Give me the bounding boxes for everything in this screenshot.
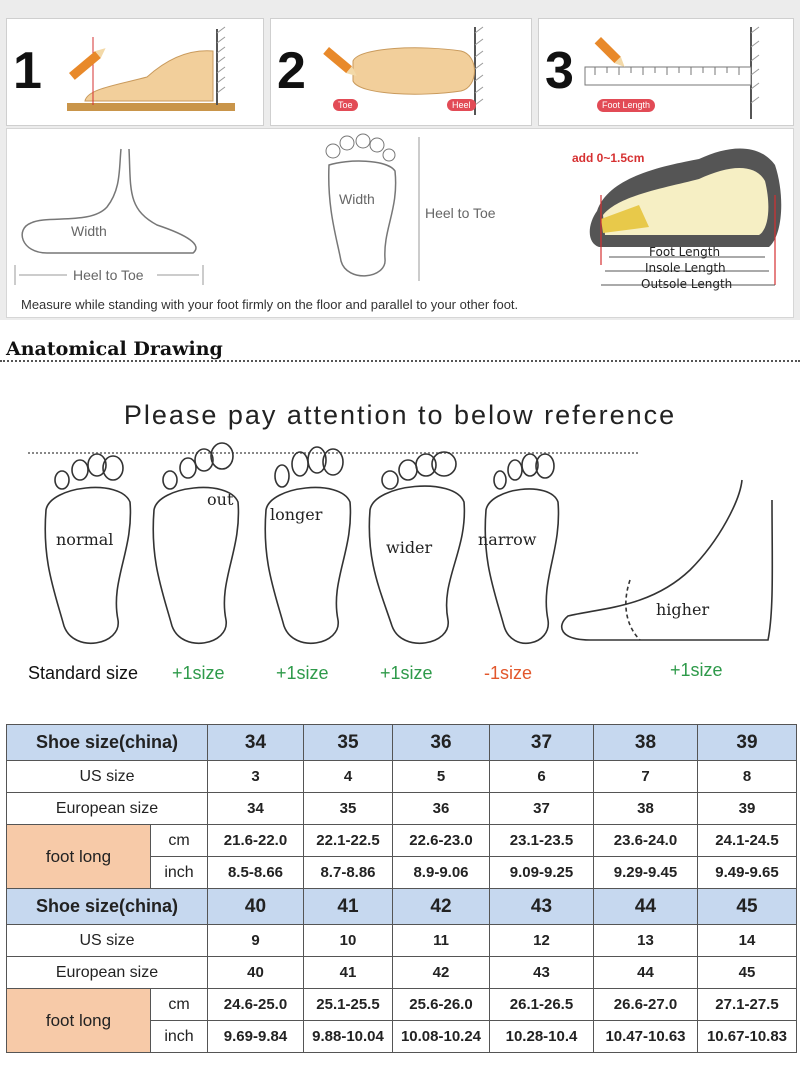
size-chart-table bbox=[6, 724, 797, 1053]
inch-cell: 10.08-10.24 bbox=[393, 1021, 490, 1053]
step-1-panel bbox=[6, 18, 264, 126]
longer-foot-outline bbox=[265, 447, 350, 643]
eu-size-cell: 45 bbox=[698, 957, 797, 989]
sole-heel-to-toe-label: Heel to Toe bbox=[425, 205, 496, 221]
table-row bbox=[7, 761, 797, 793]
eu-size-cell: 41 bbox=[304, 957, 393, 989]
size-cell: 45 bbox=[698, 889, 797, 925]
us-size-label: US size bbox=[7, 761, 208, 793]
table-row bbox=[7, 925, 797, 957]
size-cell: 43 bbox=[490, 889, 594, 925]
inch-unit-label: inch bbox=[151, 857, 208, 889]
step-1-foot-illustration bbox=[7, 19, 265, 127]
eu-size-cell: 39 bbox=[698, 793, 797, 825]
size-cell: 38 bbox=[594, 725, 698, 761]
inch-cell: 8.9-9.06 bbox=[393, 857, 490, 889]
step-3-panel bbox=[538, 18, 794, 126]
size-cell: 44 bbox=[594, 889, 698, 925]
size-cell: 37 bbox=[490, 725, 594, 761]
size-cell: 36 bbox=[393, 725, 490, 761]
us-size-cell: 4 bbox=[304, 761, 393, 793]
table-row bbox=[7, 989, 797, 1021]
step-1-number: 1 bbox=[13, 42, 42, 100]
shoe-size-header: Shoe size(china) bbox=[7, 725, 208, 761]
size-cell: 41 bbox=[304, 889, 393, 925]
table-row bbox=[7, 957, 797, 989]
cm-cell: 21.6-22.0 bbox=[208, 825, 304, 857]
side-heel-to-toe-label: Heel to Toe bbox=[73, 267, 144, 283]
table-row bbox=[7, 725, 797, 761]
foot-length-tag: Foot Length bbox=[597, 99, 655, 112]
step-2-foot-illustration bbox=[271, 19, 533, 127]
cm-cell: 24.1-24.5 bbox=[698, 825, 797, 857]
out-foot-outline bbox=[153, 443, 238, 643]
inch-cell: 10.28-10.4 bbox=[490, 1021, 594, 1053]
add-length-label: add 0~1.5cm bbox=[572, 151, 645, 165]
inch-cell: 9.29-9.45 bbox=[594, 857, 698, 889]
eu-size-cell: 34 bbox=[208, 793, 304, 825]
table-row bbox=[7, 825, 797, 857]
cm-cell: 25.1-25.5 bbox=[304, 989, 393, 1021]
measure-diagram-panel bbox=[6, 128, 794, 318]
measure-instructions: Measure while standing with your foot firmly on the floor and parallel to your other foot. bbox=[21, 297, 519, 312]
step-2-number: 2 bbox=[277, 42, 306, 100]
toe-tag: Toe bbox=[333, 99, 358, 111]
cm-cell: 26.1-26.5 bbox=[490, 989, 594, 1021]
cm-cell: 23.1-23.5 bbox=[490, 825, 594, 857]
cm-unit-label: cm bbox=[151, 825, 208, 857]
eu-size-cell: 38 bbox=[594, 793, 698, 825]
foot-long-label: foot long bbox=[7, 989, 151, 1053]
size-cell: 34 bbox=[208, 725, 304, 761]
outsole-length-label: Outsole Length bbox=[641, 277, 733, 291]
us-size-cell: 3 bbox=[208, 761, 304, 793]
size-note-out: +1size bbox=[172, 663, 225, 683]
table-row bbox=[7, 889, 797, 925]
inch-unit-label: inch bbox=[151, 1021, 208, 1053]
side-foot-drawing bbox=[7, 129, 217, 289]
cm-cell: 27.1-27.5 bbox=[698, 989, 797, 1021]
eu-size-cell: 42 bbox=[393, 957, 490, 989]
inch-cell: 8.7-8.86 bbox=[304, 857, 393, 889]
shoe-size-header: Shoe size(china) bbox=[7, 889, 208, 925]
size-note-wider: +1size bbox=[380, 663, 433, 683]
measure-steps-section bbox=[0, 0, 800, 320]
eu-size-cell: 35 bbox=[304, 793, 393, 825]
sole-width-label: Width bbox=[339, 191, 375, 207]
heel-tag: Heel bbox=[447, 99, 476, 111]
us-size-label: US size bbox=[7, 925, 208, 957]
european-size-label: European size bbox=[7, 793, 208, 825]
table-row bbox=[7, 793, 797, 825]
eu-size-cell: 44 bbox=[594, 957, 698, 989]
cm-cell: 22.1-22.5 bbox=[304, 825, 393, 857]
insole-length-label: Insole Length bbox=[645, 261, 726, 275]
size-cell: 35 bbox=[304, 725, 393, 761]
size-note-higher: +1size bbox=[670, 660, 723, 680]
us-size-cell: 8 bbox=[698, 761, 797, 793]
inch-cell: 8.5-8.66 bbox=[208, 857, 304, 889]
step-3-ruler-illustration bbox=[539, 19, 795, 127]
step-2-panel bbox=[270, 18, 532, 126]
anatomical-divider bbox=[0, 360, 800, 362]
us-size-cell: 7 bbox=[594, 761, 698, 793]
us-size-cell: 11 bbox=[393, 925, 490, 957]
cm-cell: 22.6-23.0 bbox=[393, 825, 490, 857]
eu-size-cell: 36 bbox=[393, 793, 490, 825]
sole-foot-drawing bbox=[307, 129, 427, 289]
inch-cell: 10.47-10.63 bbox=[594, 1021, 698, 1053]
foot-type-wider-label: wider bbox=[386, 538, 433, 557]
cm-unit-label: cm bbox=[151, 989, 208, 1021]
eu-size-cell: 43 bbox=[490, 957, 594, 989]
european-size-label: European size bbox=[7, 957, 208, 989]
us-size-cell: 10 bbox=[304, 925, 393, 957]
foot-type-narrow-label: narrow bbox=[478, 530, 537, 549]
foot-long-label: foot long bbox=[7, 825, 151, 889]
side-width-label: Width bbox=[71, 223, 107, 239]
eu-size-cell: 40 bbox=[208, 957, 304, 989]
foot-type-higher-label: higher bbox=[656, 600, 710, 619]
inch-cell: 9.49-9.65 bbox=[698, 857, 797, 889]
foot-length-label: Foot Length bbox=[649, 245, 721, 259]
cm-cell: 25.6-26.0 bbox=[393, 989, 490, 1021]
size-note-narrow: -1size bbox=[484, 663, 533, 683]
inch-cell: 10.67-10.83 bbox=[698, 1021, 797, 1053]
us-size-cell: 14 bbox=[698, 925, 797, 957]
size-note-longer: +1size bbox=[276, 663, 329, 683]
foot-type-normal-label: normal bbox=[56, 530, 114, 549]
size-cell: 40 bbox=[208, 889, 304, 925]
size-note-normal: Standard size bbox=[28, 663, 139, 683]
foot-type-longer-label: longer bbox=[270, 505, 323, 524]
us-size-cell: 13 bbox=[594, 925, 698, 957]
us-size-cell: 9 bbox=[208, 925, 304, 957]
step-3-number: 3 bbox=[545, 42, 574, 100]
inch-cell: 9.88-10.04 bbox=[304, 1021, 393, 1053]
cm-cell: 26.6-27.0 bbox=[594, 989, 698, 1021]
size-cell: 39 bbox=[698, 725, 797, 761]
us-size-cell: 12 bbox=[490, 925, 594, 957]
size-cell: 42 bbox=[393, 889, 490, 925]
anatomical-drawing-title: Anatomical Drawing bbox=[6, 338, 223, 360]
foot-type-out-label: out bbox=[207, 490, 234, 509]
cm-cell: 24.6-25.0 bbox=[208, 989, 304, 1021]
us-size-cell: 6 bbox=[490, 761, 594, 793]
reference-title: Please pay attention to below reference bbox=[123, 400, 677, 430]
inch-cell: 9.69-9.84 bbox=[208, 1021, 304, 1053]
eu-size-cell: 37 bbox=[490, 793, 594, 825]
cm-cell: 23.6-24.0 bbox=[594, 825, 698, 857]
inch-cell: 9.09-9.25 bbox=[490, 857, 594, 889]
us-size-cell: 5 bbox=[393, 761, 490, 793]
